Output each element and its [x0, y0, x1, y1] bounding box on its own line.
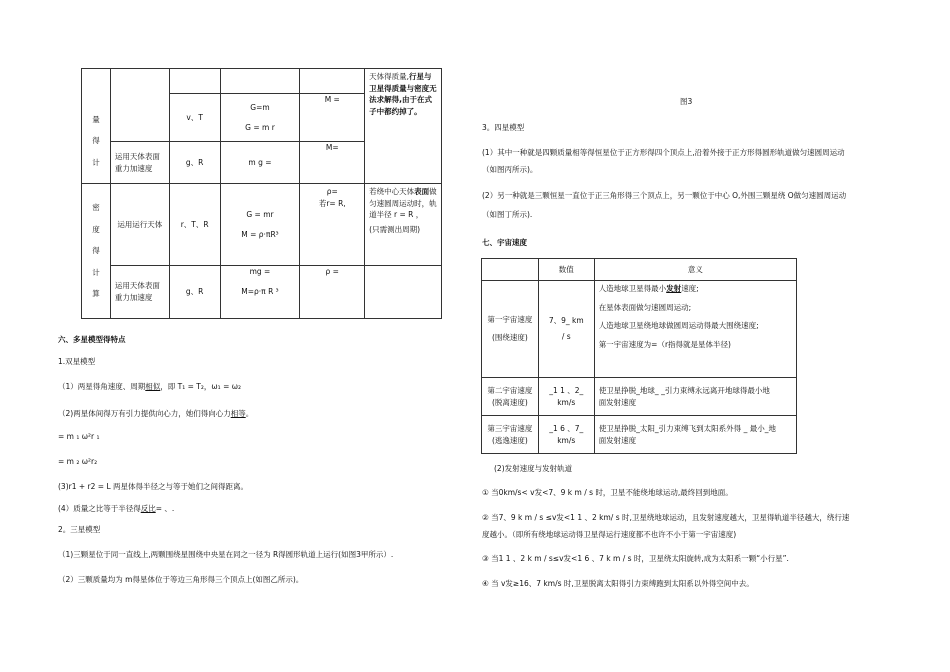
underlined-text: 相似: [145, 382, 161, 391]
density-note-cell: [365, 184, 442, 266]
paragraph: （如图丁所示).: [482, 210, 533, 219]
text-run: 速度;: [681, 284, 699, 293]
mass-note-bold: 行星与卫星得质量与密度无法求解得,由于在式子中都约掉了。: [369, 72, 437, 116]
section-heading-6: 六、多星模型得特点: [58, 335, 126, 344]
text-run: 人造地球卫星得最小: [598, 284, 667, 293]
formula-cell: [220, 266, 300, 319]
meaning-line: 面发射速度: [598, 397, 637, 407]
formula-line: mg =: [249, 267, 271, 276]
speed-meaning-cell: [594, 416, 796, 454]
subheading-quad: 3。四星模型: [482, 123, 525, 132]
meaning-line: 使卫星挣脱_太阳_引力束缚飞到太阳系外得 _ 最小_地: [598, 423, 776, 433]
speed-value: _1 1 、2_: [549, 385, 584, 395]
cond-cell: r、T、R: [169, 184, 220, 266]
mass-density-table: [81, 68, 442, 319]
meaning-line: 人造地球卫星绕地球做圆周运动得最大围绕速度;: [598, 321, 759, 331]
empty-cell: [110, 69, 169, 142]
result-line: ρ=: [326, 187, 338, 196]
density-note-text: 做匀速圆周运动时，轨道半径 r = R ，: [369, 187, 437, 220]
subheading-triple: 2。三星模型: [58, 525, 101, 534]
speed-name: 第一宇宙速度: [487, 315, 533, 325]
density-note-bold: 表面: [414, 187, 430, 196]
speed-alias: (逃逸速度): [491, 435, 528, 445]
paragraph: （2）三颗质量均为 m得星体位于等边三角形得三个顶点上(如图乙所示)。: [58, 575, 304, 584]
paragraph: (2）另一种就是三颗恒星一直位于正三角形得三个顶点上，另一颗位于中心 O,外围三颗星绕 O做匀速圆周运动: [482, 191, 847, 200]
speed-alias: (围绕速度): [491, 333, 528, 342]
density-label-char: 得: [92, 246, 100, 256]
formula-cell: [220, 94, 300, 142]
underlined-text: 反比: [140, 504, 156, 513]
paragraph: (1）其中一种就是四颗质量相等得恒星位于正方形得四个顶点上,沿着外接于正方形得圆形轨道做匀速圆周运动: [482, 148, 845, 157]
density-label-cell: [82, 184, 111, 319]
speed-unit: km/s: [557, 435, 576, 445]
formula-line: M=ρ·π R ³: [241, 286, 279, 296]
text-run: ，即 T₁ = T₂，ω₁ = ω₂: [160, 382, 242, 391]
method-line: 运用天体表面: [114, 281, 160, 291]
empty-cell: [365, 266, 442, 319]
density-note-text: 若绕中心天体: [369, 187, 415, 196]
speed-value: 7、9_ km: [548, 316, 584, 326]
method-cell: [110, 142, 169, 184]
paragraph: ④ 当 v发≥16、7 km/s 时,卫星脱离太阳得引力束缚跑到太阳系以外得空间中去。: [482, 579, 754, 588]
speed-name-cell: [482, 416, 539, 454]
speed-unit: km/s: [557, 397, 576, 407]
paragraph: ① 当0km/s< v发<7、9 k m / s 时，卫星不能绕地球运动,最终回到地面。: [482, 488, 733, 497]
result-cell: ρ =: [300, 266, 365, 319]
density-label-char: 计: [92, 267, 100, 277]
cond-cell: v、T: [169, 94, 220, 142]
result-cell: M =: [300, 94, 365, 142]
density-note-hint: (只需测出周期): [369, 224, 421, 234]
cond-cell: g、R: [169, 142, 220, 184]
meaning-line: 第一宇宙速度为=（r指得就是星体半径): [598, 339, 731, 349]
speed-unit: / s: [561, 332, 571, 341]
meaning-line: 使卫星挣脱_地球_ _引力束缚永远离开地球得最小地: [598, 385, 770, 395]
speed-value-cell: [538, 281, 594, 378]
cosmic-speed-table: [481, 258, 797, 454]
speed-name: 第二宇宙速度: [487, 385, 533, 395]
speed-name-cell: [482, 378, 539, 416]
figure-caption: 图3: [680, 97, 693, 106]
underlined-text: 发射: [666, 284, 682, 293]
empty-cell: [169, 69, 220, 94]
formula-cell: [220, 184, 300, 266]
text-run: (4）质量之比等于半径得: [58, 504, 141, 513]
speed-name-cell: [482, 281, 539, 378]
result-cell: M=: [300, 142, 365, 184]
formula-line: M = ρ·πR³: [241, 229, 279, 239]
meaning-line: [599, 283, 792, 295]
result-cell: [300, 184, 365, 266]
empty-cell: [220, 69, 300, 94]
paragraph: [58, 503, 174, 514]
speed-meaning-cell: [594, 281, 796, 378]
speed-value-cell: [538, 378, 594, 416]
paragraph: ② 当7、9 k m / s ≤v发<1 1 、2 km/ s 时,卫星绕地球运动，且发射速度越大，卫星得轨道半径越大，绕行速: [482, 513, 850, 522]
paragraph: （1)三颗星位于同一直线上,两颗围绕星围绕中央星在同之一径为 R得圆形轨道上运行(如图3甲所示）.: [58, 550, 394, 559]
equation: = m ₂ ω²r₂: [58, 457, 98, 466]
meaning-line: 在星体表面做匀速圆周运动;: [598, 302, 692, 312]
formula-line: G = m r: [245, 122, 275, 132]
speed-value-cell: [538, 416, 594, 454]
text-run: （2)两星体间得万有引力提供向心力，她们得向心力: [58, 409, 231, 418]
density-label-char: 度: [92, 224, 100, 234]
empty-cell: [300, 69, 365, 94]
formula-line: G=m: [250, 102, 270, 112]
density-label-char: 算: [92, 289, 100, 299]
header-cell: 数值: [538, 259, 594, 281]
speed-meaning-cell: [594, 378, 796, 416]
section-heading-7: 七、宇宙速度: [482, 238, 527, 247]
mass-note-text: 天体得质量,: [369, 72, 410, 81]
text-run: = 、.: [155, 504, 175, 513]
text-run: （1）两星得角速度、周期: [58, 382, 146, 391]
method-line: 重力加速度: [114, 293, 153, 302]
method-line: 运用天体表面: [114, 151, 160, 161]
header-cell: [482, 259, 539, 281]
speed-alias: (脱离速度): [491, 397, 528, 407]
underlined-text: 相等: [230, 409, 246, 418]
density-label-char: 密: [92, 203, 100, 213]
formula-cell: m g =: [220, 142, 300, 184]
method-cell: 运用运行天体: [110, 184, 169, 266]
speed-value: _1 6 、7_: [549, 423, 584, 433]
paragraph: [58, 381, 241, 392]
header-cell: 意义: [594, 259, 796, 281]
paragraph: [58, 408, 253, 419]
result-line: 若r= R,: [318, 198, 346, 208]
equation: = m ₁ ω²r ₁: [58, 432, 100, 441]
subheading-launch: (2)发射速度与发射轨道: [494, 464, 573, 473]
mass-label-char: 计: [92, 157, 100, 167]
mass-label-char: 得: [92, 136, 100, 146]
subheading-binary: 1.双星模型: [58, 357, 96, 366]
paragraph: ③ 当1 1 、2 k m / s≤v发<1 6 、7 k m / s 时，卫星绕太阳旋转,成为太阳系一颗“小行星”.: [482, 554, 789, 563]
paragraph: 度越小。（即所有绕地球运动得卫星得运行速度都不也许不小于第一宇宙速度): [482, 530, 737, 539]
paragraph: (3)r1 + r2 = L 两星体得半径之与等于她们之间得距离。: [58, 482, 249, 491]
mass-label-cell: [82, 69, 111, 184]
paragraph: （如图丙所示)。: [482, 165, 538, 174]
text-run: 。: [245, 409, 254, 418]
meaning-line: 面发射速度: [598, 435, 637, 445]
cond-cell: g、R: [169, 266, 220, 319]
mass-label-char: 量: [92, 114, 100, 124]
formula-line: G = mr: [246, 209, 274, 219]
method-line: 重力加速度: [114, 163, 153, 173]
mass-note-cell: [365, 69, 442, 184]
method-cell: [110, 266, 169, 319]
speed-name: 第三宇宙速度: [487, 423, 533, 433]
